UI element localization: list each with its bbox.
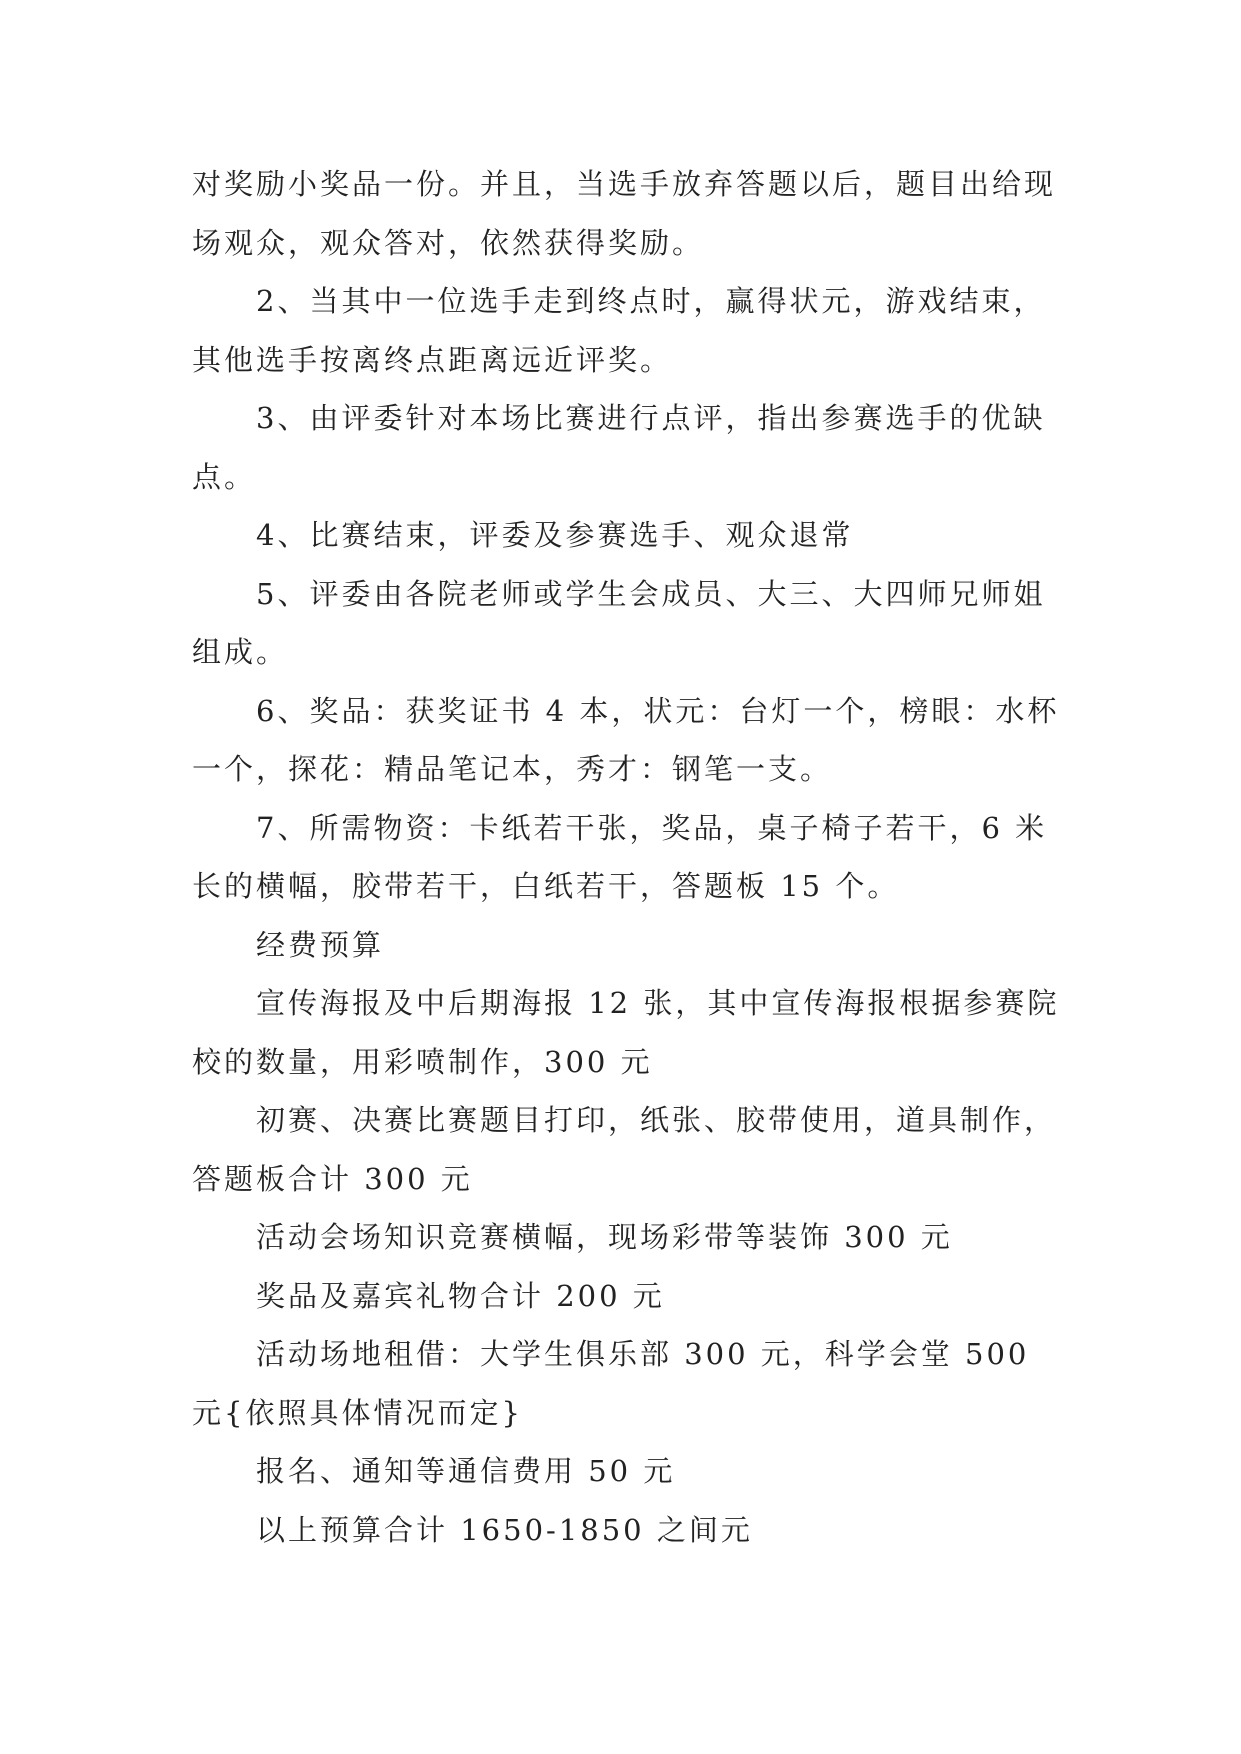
budget-item: 宣传海报及中后期海报 12 张，其中宣传海报根据参赛院校的数量，用彩喷制作，300 元 bbox=[192, 986, 1060, 1079]
budget-item: 奖品及嘉宾礼物合计 200 元 bbox=[256, 1278, 665, 1313]
paragraph: 4、比赛结束，评委及参赛选手、观众退常 bbox=[256, 518, 854, 552]
paragraph: 对奖励小奖品一份。并且，当选手放弃答题以后，题目出给现场观众，观众答对，依然获得奖励。 bbox=[192, 167, 1057, 260]
paragraph: 3、由评委针对本场比赛进行点评，指出参赛选手的优缺点。 bbox=[192, 401, 1046, 494]
paragraph: 5、评委由各院老师或学生会成员、大三、大四师兄师姐组成。 bbox=[192, 576, 1046, 669]
budget-item: 报名、通知等通信费用 50 元 bbox=[256, 1454, 676, 1488]
paragraph: 2、当其中一位选手走到终点时，赢得状元，游戏结束，其他选手按离终点距离远近评奖。 bbox=[192, 284, 1046, 377]
budget-item: 活动会场知识竞赛横幅，现场彩带等装饰 300 元 bbox=[256, 1220, 953, 1254]
budget-item: 初赛、决赛比赛题目打印，纸张、胶带使用，道具制作，答题板合计 300 元 bbox=[192, 1103, 1057, 1196]
section-heading: 经费预算 bbox=[256, 927, 385, 962]
document-body bbox=[192, 155, 1062, 1559]
budget-total: 以上预算合计 1650-1850 之间元 bbox=[256, 1512, 753, 1547]
paragraph: 7、所需物资：卡纸若干张，奖品，桌子椅子若干，6 米长的横幅，胶带若干，白纸若干，答题板 15 个。 bbox=[192, 810, 1048, 903]
budget-item: 活动场地租借：大学生俱乐部 300 元，科学会堂 500 元{依照具体情况而定} bbox=[192, 1337, 1030, 1430]
paragraph: 6、奖品：获奖证书 4 本，状元：台灯一个，榜眼：水杯一个，探花：精品笔记本，秀才：钢笔一支。 bbox=[192, 693, 1060, 786]
